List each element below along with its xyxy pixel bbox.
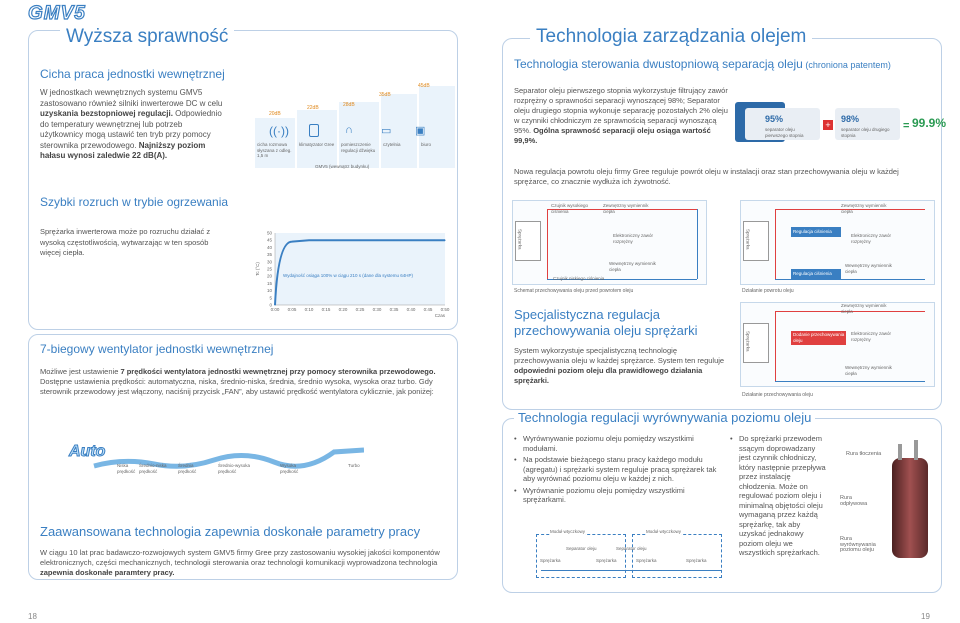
noise-level: 35dB: [379, 92, 391, 98]
fan-auto-label: Auto: [69, 443, 106, 460]
compressor-label: Rura odpływowa: [840, 495, 868, 507]
noise-label: czytelnia: [383, 142, 401, 147]
chart-x-tick: 0:30: [372, 307, 382, 312]
module-diagram: [536, 528, 726, 583]
brand-logo: GMV5: [28, 3, 86, 24]
chart-point: [291, 241, 292, 242]
oil-level-bullets: [514, 434, 724, 507]
schematic-label: Sprężarka: [745, 229, 751, 250]
chart-point: [274, 304, 275, 305]
chart-x-tick: 0:45: [423, 307, 433, 312]
schematic-label: Zewnętrzny wymiennik ciepła: [841, 203, 887, 214]
noise-level: 45dB: [418, 83, 430, 89]
chart-point: [308, 240, 309, 241]
chart-x-tick: 0:15: [321, 307, 331, 312]
module-label: Sprężarka: [636, 558, 657, 563]
chart-x-tick: 0:50: [440, 307, 450, 312]
heating-chart-svg: [253, 225, 453, 320]
paragraph-silent: W jednostkach wewnętrznych systemu GMV5 zastosowano również silniki inwerterowe DC w celu uzyskania bezstopniowej regulacji. Odpowiednio do temperatury wewnętrznej lub potrzeb użytkownicy mogą ustawić ten tryb przy pomocy sterownika przewodowego. Najniższy poziom hałasu wynosi zaledwie 22 dB(A).: [40, 88, 223, 160]
chart-y-label: Tc (°C): [255, 262, 260, 276]
left-title: Wyższa sprawność: [60, 26, 234, 48]
schematic-caption: Działanie przechowywania oleju: [742, 392, 813, 398]
separation-total: 99.9%: [912, 116, 947, 130]
right-title: Technologia zarządzania olejem: [530, 26, 812, 48]
schematic-label: Elektroniczny zawór rozprężny: [851, 331, 892, 342]
fan-speed-wave: [64, 438, 364, 483]
schematic-label: Czujnik niskiego ciśnienia: [553, 276, 605, 281]
schematic-label: Sprężarka: [745, 331, 751, 352]
chart-y-tick: 45: [266, 237, 272, 243]
bullet-item: • Do sprężarki przewodem ssącym doprowadzany jest czynnik chłodniczy, który następnie przepływa przez instalację chłodzenia. Może on regulować poziom oleju i minimalną objętości oleju wymaganą przez każdą sprężarkę, tak aby uzyskać jednakowy poziom oleju we wszystkich sprężarkach.: [730, 434, 826, 558]
schematic-label: Regulacja ciśnienia: [793, 271, 832, 276]
subtitle-fast-start: Szybki rozruch w trybie ogrzewania: [40, 195, 229, 209]
chart-y-tick: 40: [266, 244, 272, 250]
paragraph-fan: Możliwe jest ustawienie 7 prędkości wentylatora jednostki wewnętrznej przy pomocy sterownika przewodowego. Dostępne ustawienia prędkości: automatyczna, niska, średnio-niska, średnia, średnio wysoka, wysoka oraz turbo. Gdy sterownik przewodowy jest włączony, naciśnij przycisk „FAN”, aby ustawić prędkość wentylatora cyklicznie, jak poniżej:: [40, 367, 436, 396]
schematic-label: Zewnętrzny wymiennik ciepła: [841, 303, 887, 314]
noise-level: 20dB: [269, 111, 281, 117]
compressor-image: [876, 438, 928, 588]
module-label: Separator oleju: [566, 546, 597, 551]
chart-y-tick: 0: [269, 302, 272, 308]
chart-x-tick: 0:25: [355, 307, 365, 312]
paragraph-separation: Separator oleju pierwszego stopnia wykorzystuje filtrujący zawór rozprężny o sprawności separacji wynoszącej 98%; Separator oleju drugiego stopnia wykonuje separację pozostałych 2% oleju w czynniki chłodniczym ze sprawnością separacji wynoszącą 95%. Ogólna sprawność separacji oleju osiąga wartość 99,9%.: [514, 86, 728, 145]
fan-step-label: Średnio-niska prędkość: [139, 463, 167, 474]
compressor-label: Rura tłoczenia: [846, 451, 882, 457]
separation-percent-2: 98%: [841, 114, 860, 124]
chart-point: [342, 240, 343, 241]
chart-x-tick: 0:05: [287, 307, 297, 312]
noise-label: cicha rozmowa słyszana z odleg. 1,5 m: [257, 142, 292, 158]
subtitle-silent: Cicha praca jednostki wewnętrznej: [40, 67, 225, 81]
bullet-item: • Wyrównywanie poziomu oleju pomiędzy wszystkimi modułami.: [514, 434, 724, 453]
oil-level-bullets-2: [730, 434, 826, 560]
module-label: Sprężarka: [596, 558, 617, 563]
computer-icon: ▣: [415, 125, 426, 137]
book-icon: ▭: [381, 125, 392, 137]
fan-step-label: Niska prędkość: [117, 463, 136, 474]
chart-y-tick: 20: [266, 273, 272, 279]
chart-x-tick: 0:40: [406, 307, 416, 312]
chart-x-tick: 0:10: [304, 307, 314, 312]
paragraph-oil-storage: System wykorzystuje specjalistyczną technologię przechowywania oleju w każdej sprężarce. System ten reguluje odpowiedni poziom oleju dla prawidłowego działania sprężarki.: [514, 346, 725, 385]
oil-storage-schematic: [740, 302, 935, 387]
schematic-caption: Działanie powrotu oleju: [742, 288, 794, 294]
module-label: Moduł wtyczkowy: [550, 529, 586, 534]
schematic-label: Dodanie przechowywania oleju: [793, 332, 845, 343]
paragraph-fast-start: Sprężarka inwerterowa może po rozruchu działać z wysoką częstotliwością, wytwarzając w ten sposób więcej ciepła.: [40, 227, 211, 257]
chart-point: [376, 240, 377, 241]
chart-x-label: Czas: [434, 313, 445, 318]
fan-step-label: Wysoka prędkość: [280, 463, 299, 474]
module-label: Sprężarka: [540, 558, 561, 563]
separation-percent-1: 95%: [765, 114, 784, 124]
chart-x-tick: 0:35: [389, 307, 399, 312]
noise-caption: GMV5 (wewnątrz budynku): [315, 164, 370, 169]
chart-point: [427, 240, 428, 241]
module-label: Sprężarka: [686, 558, 707, 563]
noise-label: klimatyzator Gree: [299, 142, 335, 147]
fan-step-label: Średnio-wysoka prędkość: [218, 463, 251, 474]
speaking-icon: ((·)): [269, 124, 289, 138]
bullet-item: • Wyrównanie poziomu oleju pomiędzy wszystkimi sprężarkami.: [514, 486, 724, 505]
schematic-label: Elektroniczny zawór rozprężny: [613, 233, 654, 244]
noise-diagram: [255, 78, 455, 183]
separation-label-2: separator oleju drugiego stopnia: [841, 127, 890, 138]
chart-y-tick: 25: [266, 266, 272, 272]
chart-plot-area: [275, 233, 445, 305]
schematic-label: Zewnętrzny wymiennik ciepła: [603, 203, 649, 214]
chart-y-tick: 50: [266, 230, 272, 236]
fan-step-label: Turbo: [348, 463, 360, 468]
subtitle-oil-level: Technologia regulacji wyrównywania poziomu oleju: [514, 410, 815, 425]
schematic-label: Wewnętrzny wymiennik ciepła: [845, 365, 892, 376]
page-number-left: 18: [28, 612, 37, 621]
subtitle-fan: 7-biegowy wentylator jednostki wewnętrznej: [40, 342, 274, 356]
chart-x-tick: 0:20: [338, 307, 348, 312]
noise-label: pomieszczenie regulacji dźwięku: [341, 142, 376, 153]
chart-y-tick: 10: [266, 288, 272, 294]
schematic-label: Wewnętrzny wymiennik ciepła: [845, 263, 892, 274]
schematic-caption: Schemat przechowywania oleju przed powrotem oleju: [514, 288, 634, 294]
oil-return-schematic: [512, 200, 707, 285]
separation-diagram: [735, 100, 947, 145]
headphones-icon: ∩: [345, 124, 353, 136]
noise-level: 28dB: [343, 102, 355, 108]
chart-point: [393, 240, 394, 241]
chart-y-tick: 5: [269, 295, 272, 301]
noise-level: 22dB: [307, 105, 319, 111]
chart-point: [444, 240, 445, 241]
fan-speed-diagram: [64, 438, 364, 483]
oil-return-operation-schematic: [740, 200, 935, 285]
paragraph-technology: W ciągu 10 lat prac badawczo-rozwojowych system GMV5 firmy Gree przy zastosowaniu wysokiej jakości komponentów elektronicznych, części mechanicznych, technologii sterowania oraz technologii komunikacji wyprowadzona technologia zapewnia doskonałe paramtery pracy.: [40, 548, 440, 577]
module-label: Moduł wtyczkowy: [646, 529, 682, 534]
subtitle-technology: Zaawansowana technologia zapewnia doskonałe parametry pracy: [40, 524, 421, 539]
noise-label: biuro: [421, 142, 432, 147]
page-number-right: 19: [921, 612, 930, 621]
chart-point: [410, 240, 411, 241]
chart-y-tick: 15: [266, 280, 272, 286]
separation-label-1: separator oleju pierwszego stopnia: [765, 127, 804, 138]
subtitle-oil-storage: Specjalistyczna regulacja przechowywania oleju sprężarki: [514, 307, 698, 338]
schematic-label: Czujnik wysokiego ciśnienia: [551, 203, 589, 214]
chart-point: [325, 240, 326, 241]
paragraph-oil-return: Nowa regulacja powrotu oleju firmy Gree reguluje powrót oleju w instalacji oraz stan przechowywania oleju w każdej sprężarce, co znacznie wydłuża ich żywotność.: [514, 167, 899, 186]
chart-x-tick: 0:00: [270, 307, 280, 312]
equals-icon: =: [903, 120, 910, 132]
chart-point: [359, 240, 360, 241]
schematic-label: Wewnętrzny wymiennik ciepła: [609, 261, 656, 272]
subtitle-separation: Technologia sterowania dwustopniową separacją oleju (chroniona patentem): [514, 57, 891, 71]
schematic-label: Elektroniczny zawór rozprężny: [851, 233, 892, 244]
compressor-label: Rura wyrównywania poziomu oleju: [840, 536, 876, 553]
chart-annotation: Wydajność osiąga 100% w ciągu 210 s (dane dla systemu 64HP): [283, 273, 414, 278]
air-conditioner-icon: [309, 124, 319, 137]
bullet-item: • Na podstawie bieżącego stanu pracy każdego modułu (agregatu) i sprężarki system reguluje pracą sprężarek tak aby wyrównać poziomu oleju w każdej z nich.: [514, 455, 724, 484]
fan-step-label: Średnia prędkość: [178, 463, 197, 474]
heating-chart: [253, 225, 453, 320]
schematic-label: Regulacja ciśnienia: [793, 229, 832, 234]
chart-y-tick: 30: [266, 259, 272, 265]
module-label: Separator oleju: [616, 546, 647, 551]
plus-icon: +: [823, 120, 833, 130]
schematic-label: Sprężarka: [517, 229, 523, 250]
chart-y-tick: 35: [266, 252, 272, 258]
